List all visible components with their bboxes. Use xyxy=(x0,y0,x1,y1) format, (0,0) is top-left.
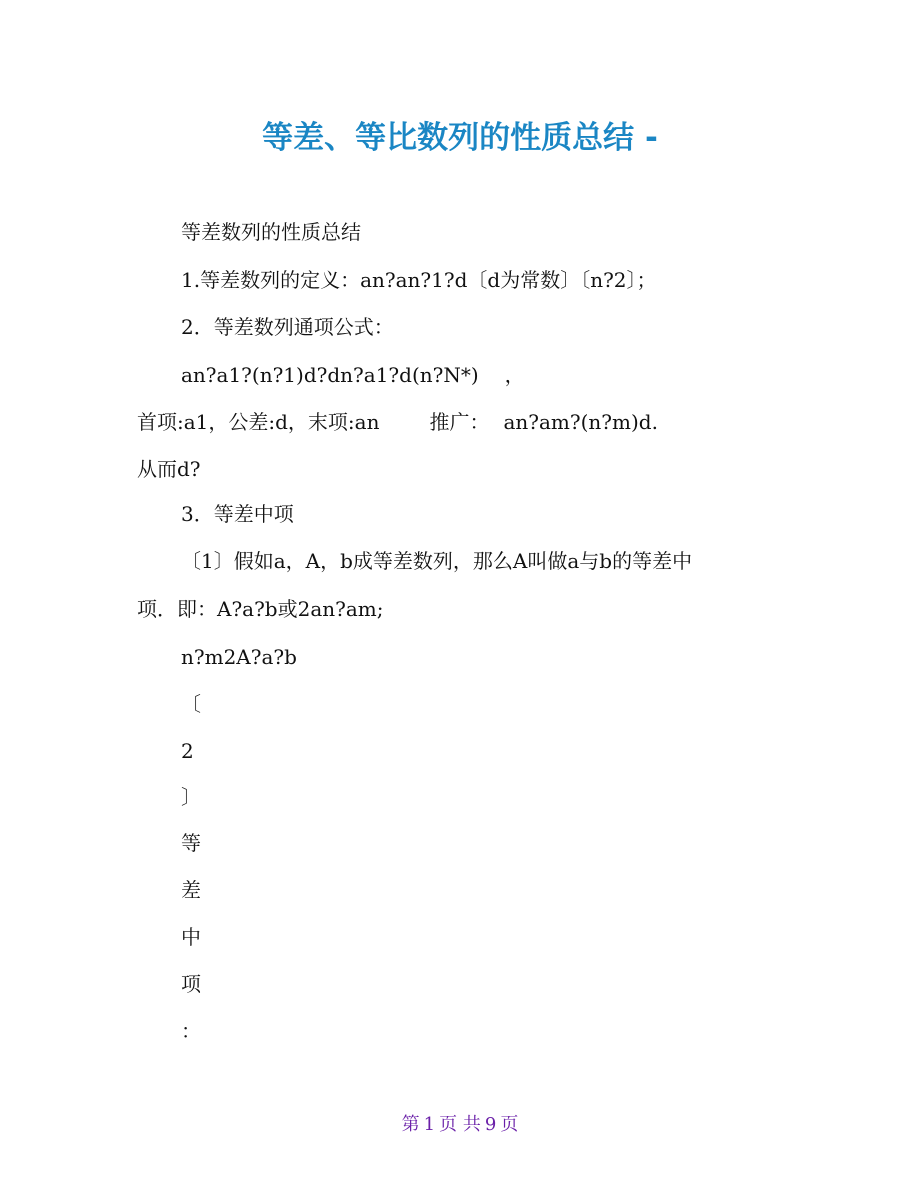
terms-description: 首项:a1，公差:d，末项:an xyxy=(137,410,380,434)
definition-line: 1.等差数列的定义：an?an?1?d〔d为常数〕〔n?2〕； xyxy=(181,268,657,292)
footer-page-number: 1 xyxy=(423,1114,436,1135)
general-term-formula: an?a1?(n?1)d?dn?a1?d(n?N*) xyxy=(181,363,479,387)
formula-comma: ， xyxy=(504,363,525,387)
vertical-fragment: 项 xyxy=(181,972,201,996)
fraction-line: n?m2A?a?b xyxy=(181,645,297,669)
middle-term-formula: 项．即：A?a?b或2an?am; xyxy=(137,597,384,621)
generalization-label: 推广： xyxy=(429,410,490,434)
page-title: 等差、等比数列的性质总结 - xyxy=(262,120,658,156)
vertical-fragment: 〔 xyxy=(181,692,201,716)
generalization-formula: an?am?(n?m)d. xyxy=(503,410,658,434)
middle-term-definition: 〔1〕假如a，A，b成等差数列，那么A叫做a与b的等差中 xyxy=(181,549,693,573)
vertical-fragment: 2 xyxy=(181,739,194,763)
formula-heading: 2．等差数列通项公式： xyxy=(181,315,394,339)
formula-line xyxy=(181,361,525,389)
section-heading: 等差数列的性质总结 xyxy=(181,220,361,244)
derived-line: 从而d? xyxy=(137,457,201,481)
footer-label: 页 xyxy=(500,1114,519,1135)
footer-label: 页 共 xyxy=(439,1114,481,1135)
vertical-fragment: 〕 xyxy=(181,785,201,809)
vertical-fragment: ： xyxy=(181,1019,201,1043)
page-footer xyxy=(0,1112,920,1138)
vertical-fragment: 等 xyxy=(181,831,201,855)
terms-line xyxy=(137,408,658,436)
middle-term-heading: 3．等差中项 xyxy=(181,502,294,526)
footer-label: 第 xyxy=(401,1114,420,1135)
footer-total-pages: 9 xyxy=(484,1114,497,1135)
vertical-fragment: 差 xyxy=(181,878,201,902)
vertical-fragment: 中 xyxy=(181,925,201,949)
